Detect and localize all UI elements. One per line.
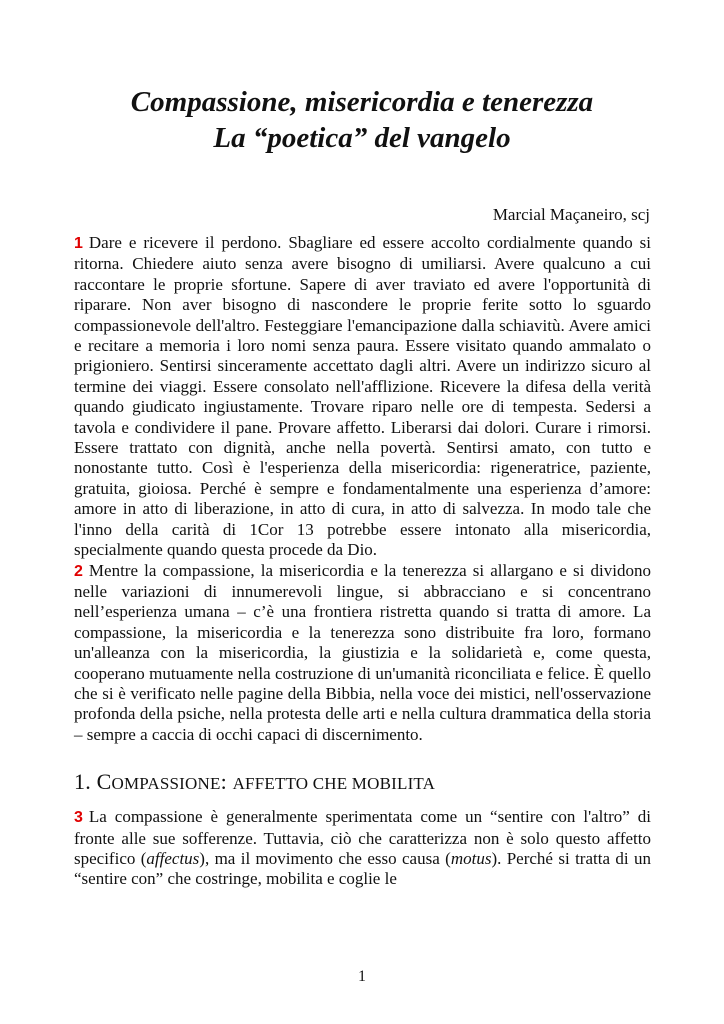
- section-title-part: AFFETTO CHE MOBILITA: [232, 774, 436, 794]
- author-name: Marcial Maçaneiro, scj: [492, 205, 650, 224]
- section-title-part: :: [220, 769, 233, 795]
- paragraph-3: [74, 807, 651, 890]
- section-number: 1.: [74, 769, 91, 795]
- paragraph-number: 1: [74, 235, 83, 252]
- paragraph-number: 3: [74, 809, 83, 827]
- page-number: 1: [358, 968, 366, 985]
- paragraph-text: Mentre la compassione, la misericordia e la tenerezza si allargano e si dividono nelle variazioni di innumerevoli lingue, si abbracciano e si concentrano nell’esperienza umana – c’è una frontiera ristretta quando si tratta di amore. La compassione, la misericordia e la tenerezza sono distribuite fra loro, formano un'alleanza con la misericordia, la giustizia e la solidarietà e, come questa, cooperano mutuamente nella costruzione di un'umanità riconciliata e felice. È quello che si è verificato nelle pagine della Bibbia, nella voce dei mistici, nell'osservazione profonda della psiche, nella protesta delle arti e nella cultura drammatica della storia – sempre a caccia di occhi capaci di discernimento.: [74, 560, 651, 744]
- paragraph-number: 2: [74, 562, 83, 580]
- title-line-1: Compassione, misericordia e tenerezza: [130, 86, 594, 118]
- section-heading: [74, 769, 651, 797]
- body-text: [74, 233, 651, 890]
- italic-term: affectus: [146, 848, 200, 868]
- paragraph-1: [74, 233, 651, 561]
- italic-term: motus: [450, 848, 492, 868]
- paragraph-text: ), ma il movimento che esso causa (: [199, 848, 451, 868]
- section-title-part: OMPASSIONE: [111, 774, 221, 794]
- paragraph-2: [74, 561, 651, 746]
- section-title-part: C: [96, 769, 112, 795]
- document-title: [0, 84, 724, 156]
- paragraph-text: ). Perché si tratta di un “sentire con” che costringe, mobilita e coglie le: [74, 848, 651, 889]
- paragraph-text: La compassione è generalmente sperimentata come un “sentire con l'altro” di fronte alle sue sofferenze. Tuttavia, ciò che caratterizza non è solo questo affetto specifico (: [74, 807, 651, 868]
- paragraph-text: Dare e ricevere il perdono. Sbagliare ed essere accolto cordialmente quando si ritorna. Chiedere aiuto senza avere bisogno di umiliarsi. Avere qualcuno a cui raccontare le proprie sfortune. Sapere di aver traviato ed avere l'opportunità di riparare. Non aver bisogno di nascondere le proprie ferite sotto lo sguardo compassionevole dell'altro. Festeggiare l'emancipazione dalla schiavitù. Avere amici e recitare a memoria i loro nomi senza paura. Essere visitato quando ammalato o prigioniero. Sentirsi sinceramente accettato dagli altri. Avere un indirizzo sicuro al termine dei viaggi. Essere consolato nell'afflizione. Ricevere la difesa della verità quando giudicato ingiustamente. Trovare riparo nelle ore di tempesta. Sedersi a tavola e condividere il pane. Provare affetto. Liberarsi dai dolori. Curare i rimorsi. Essere trattato con dignità, anche nella povertà. Sentirsi amato, con tutto e nonostante tutto. Così è l'esperienza della misericordia: rigeneratrice, paziente, gratuita, gioiosa. Perché è sempre e fondamentalmente una esperienza d’amore: amore in atto di liberazione, in atto di cura, in atto di salvezza. In modo tale che l'inno della carità di 1Cor 13 potrebbe essere intonato alla misericordia, specialmente quando questa procede da Dio.: [74, 233, 651, 560]
- title-line-2: La “poetica” del vangelo: [213, 122, 511, 154]
